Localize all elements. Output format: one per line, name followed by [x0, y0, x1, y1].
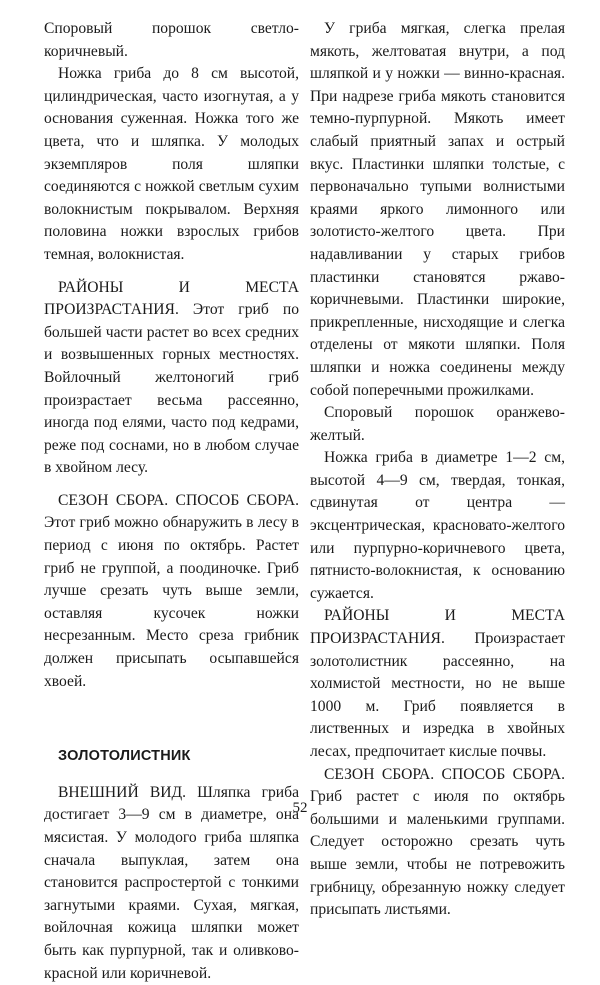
paragraph-appearance: ВНЕШНИЙ ВИД. Шляпка гриба достигает 3—9 см в диаметре, она мясистая. У молодого гриба шляпка сначала выпуклая, затем она становится распростертой с тонкими загнутыми краями. Сухая, мягкая, войлочная кожица шляпки может быть как пурпурной, так и оливково-красной или коричневой. [44, 783, 299, 982]
paragraph-season: СЕЗОН СБОРА. СПОСОБ СБОРА. Гриб растет с июля по октябрь большими и маленькими группами. Следует осторожно срезать чуть выше земли, чтобы не потревожить грибницу, обрезанную ножку следует присыпать листьями. [310, 765, 565, 919]
paragraph-stem-description: Ножка гриба до 8 см высотой, цилиндрическая, часто изогнутая, а у основания суженная. Ножка того же цвета, что и шляпка. У молодых экземпляров поля шляпки соединяются с ножкой светлым сухим волокнистым покрывалом. Верхняя половина ножки взрослых грибов темная, волокнистая. [44, 65, 299, 263]
paragraph-stem-description: Ножка гриба в диаметре 1—2 см, высотой 4—9 см, твердая, тонкая, сдвинутая от центра — эксцентрическая, красновато-желтого или пурпурно-коричневого цвета, пятнисто-волокнистая, к основанию сужается. [310, 449, 565, 602]
paragraph-spore-powder: Споровый порошок светло-коричневый. [44, 20, 299, 60]
section-heading: ЗОЛОТОЛИСТНИК [58, 748, 191, 765]
paragraph-spore-powder: Споровый порошок оранжево-желтый. [310, 404, 565, 444]
paragraph-season: СЕЗОН СБОРА. СПОСОБ СБОРА. Этот гриб можно обнаружить в лесу в период с июня по октябрь. Растет гриб не группой, а поодиночке. Гриб лучше срезать чуть выше земли, оставляя кусочек ножки несрезанным. Место среза грибник должен присыпать осыпавшейся хвоей. [44, 491, 299, 690]
right-column [310, 18, 565, 922]
paragraph-habitat: РАЙОНЫ И МЕСТА ПРОИЗРАСТАНИЯ. Произрастает золотолистник рассеянно, на холмистой местности, но не выше 1000 м. Гриб появляется в лиственных и изредка в хвойных лесах, предпочитает кислые почвы. [310, 607, 565, 760]
paragraph-habitat: РАЙОНЫ И МЕСТА ПРОИЗРАСТАНИЯ. Этот гриб по большей части растет во всех средних и возвышенных горных местностях. Войлочный желтоногий гриб произрастает весьма рассеянно, иногда под елями, часто под кедрами, реже под соснами, но в любом случае в хвойном лесу. [44, 278, 299, 477]
page-number: 52 [292, 800, 308, 816]
left-column [44, 18, 299, 985]
paragraph-flesh-gills: У гриба мягкая, слегка прелая мякоть, желтоватая внутри, а под шляпкой и у ножки — винно-красная. При надрезе гриба мякоть становится темно-пурпурной. Мякоть имеет слабый приятный запах и острый вкус. Пластинки шляпки толстые, с первоначально тупыми волнистыми краями яркого лимонного или золотисто-желтого цвета. При надавливании у старых грибов пластинки становятся ржаво-коричневыми. Пластинки широкие, прикрепленные, нисходящие и слегка отделены от мякоти шляпки. Поля шляпки и ножка соединены между собой поперечными прожилками. [310, 20, 565, 399]
